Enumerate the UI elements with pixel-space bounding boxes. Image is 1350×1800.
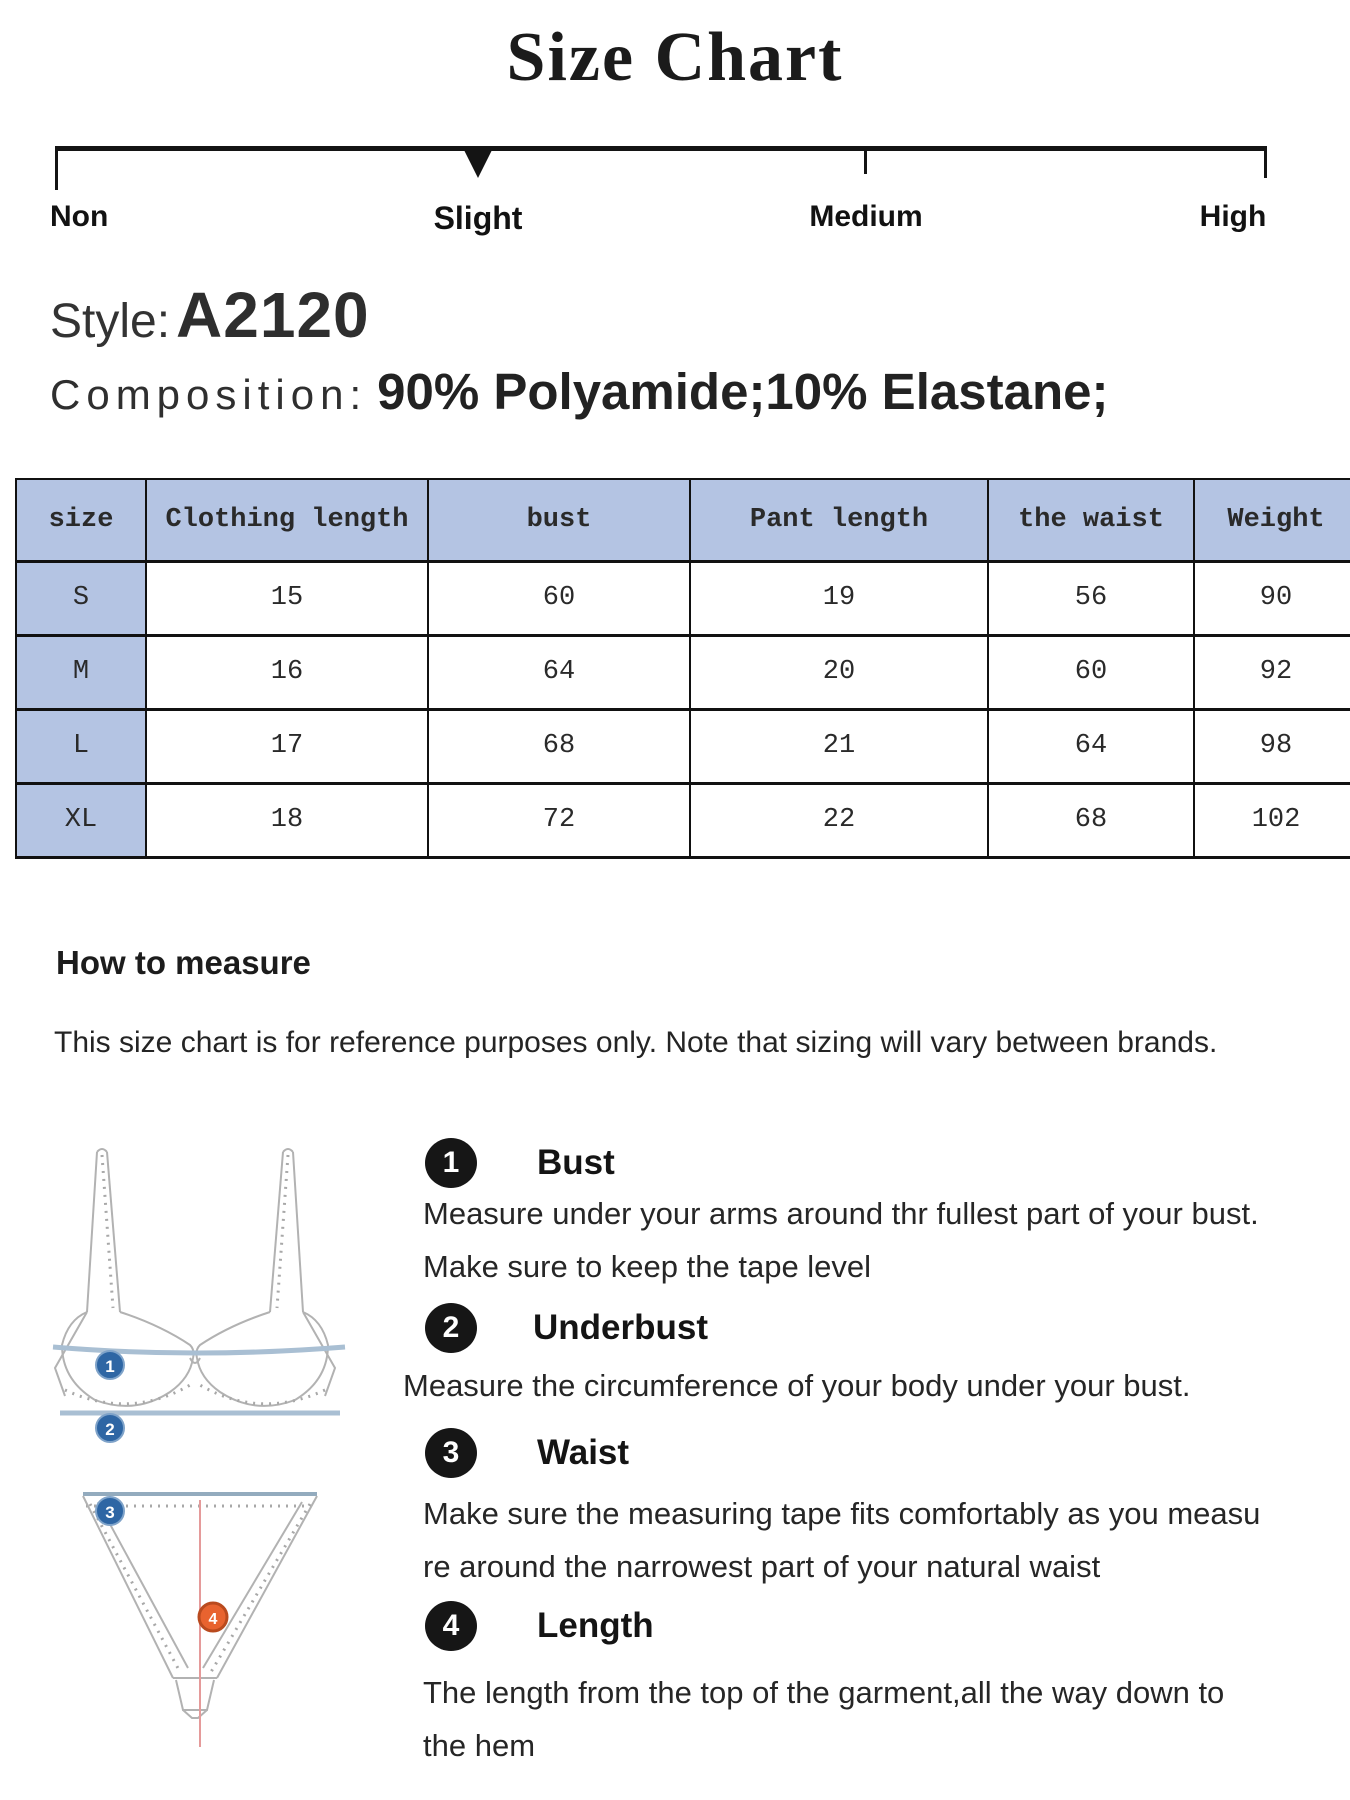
scale-label-high: High <box>1199 200 1267 233</box>
value-cell: 21 <box>690 709 988 783</box>
value-cell: 64 <box>988 709 1194 783</box>
item-text: re around the narrowest part of your natural waist <box>423 1549 1101 1584</box>
item-title-waist: Waist <box>537 1433 630 1472</box>
style-row <box>50 278 370 352</box>
value-cell: 92 <box>1194 635 1350 709</box>
item-title-bust: Bust <box>537 1143 615 1182</box>
col-header-bust: bust <box>428 479 690 561</box>
bra-straps-art <box>87 1149 303 1312</box>
svg-text:3: 3 <box>105 1503 115 1522</box>
col-header-weight: Weight <box>1194 479 1350 561</box>
item-text: Measure under your arms around thr fullest part of your bust. <box>423 1196 1259 1231</box>
page-title: Size Chart <box>506 19 844 96</box>
col-header-clothing-length: Clothing length <box>146 479 428 561</box>
value-cell: 15 <box>146 561 428 635</box>
composition-row <box>50 362 1108 421</box>
value-cell: 60 <box>988 635 1194 709</box>
marker-3-waist <box>96 1497 124 1525</box>
scale-label-slight: Slight <box>433 200 523 236</box>
svg-text:1: 1 <box>105 1357 115 1376</box>
svg-text:4: 4 <box>208 1611 218 1628</box>
marker-4-length <box>199 1603 227 1631</box>
table-row <box>16 709 1350 783</box>
scale-tick-medium <box>864 146 867 174</box>
selected-marker-icon <box>464 150 492 178</box>
item-text: Make sure the measuring tape fits comfortably as you measu <box>423 1496 1261 1531</box>
item-number-badge: 4 <box>425 1601 477 1651</box>
marker-2-underbust <box>96 1414 124 1442</box>
size-cell: XL <box>16 783 146 857</box>
value-cell: 90 <box>1194 561 1350 635</box>
svg-text:2: 2 <box>105 1420 115 1439</box>
scale-line <box>55 146 1267 151</box>
style-value: A2120 <box>176 279 370 351</box>
value-cell: 20 <box>690 635 988 709</box>
value-cell: 60 <box>428 561 690 635</box>
item-title-underbust: Underbust <box>533 1308 708 1347</box>
table-row <box>16 783 1350 857</box>
item-number-badge: 1 <box>425 1138 477 1188</box>
item-number-badge: 3 <box>425 1428 477 1478</box>
item-title-length: Length <box>537 1606 654 1645</box>
col-header-size: size <box>16 479 146 561</box>
scale-label-non: Non <box>50 200 109 233</box>
value-cell: 16 <box>146 635 428 709</box>
value-cell: 17 <box>146 709 428 783</box>
value-cell: 56 <box>988 561 1194 635</box>
style-label: Style: <box>50 295 171 348</box>
scale-tick-right <box>1264 146 1267 178</box>
item-text: The length from the top of the garment,all the way down to <box>423 1675 1225 1710</box>
value-cell: 18 <box>146 783 428 857</box>
size-table-header-row <box>16 479 1350 561</box>
value-cell: 68 <box>428 709 690 783</box>
col-header-pant-length: Pant length <box>690 479 988 561</box>
value-cell: 68 <box>988 783 1194 857</box>
scale-label-medium: Medium <box>809 200 923 233</box>
scale-tick-left <box>55 146 58 190</box>
value-cell: 22 <box>690 783 988 857</box>
value-cell: 19 <box>690 561 988 635</box>
bust-line <box>53 1347 345 1353</box>
value-cell: 102 <box>1194 783 1350 857</box>
how-to-measure-heading: How to measure <box>56 944 311 981</box>
marker-1-bust <box>96 1351 124 1379</box>
size-table <box>15 478 1350 859</box>
col-header-the-waist: the waist <box>988 479 1194 561</box>
composition-value: 90% Polyamide;10% Elastane; <box>377 363 1109 420</box>
value-cell: 72 <box>428 783 690 857</box>
size-cell: L <box>16 709 146 783</box>
size-cell: M <box>16 635 146 709</box>
value-cell: 64 <box>428 635 690 709</box>
table-row <box>16 635 1350 709</box>
size-cell: S <box>16 561 146 635</box>
item-text: the hem <box>423 1728 536 1763</box>
table-row <box>16 561 1350 635</box>
item-number-badge: 2 <box>425 1303 477 1353</box>
item-text: Make sure to keep the tape level <box>423 1249 872 1284</box>
composition-label: Composition: <box>50 371 368 418</box>
item-text: Measure the circumference of your body under your bust. <box>403 1368 1191 1403</box>
value-cell: 98 <box>1194 709 1350 783</box>
measurement-illustration <box>40 1140 350 1790</box>
size-chart-note: This size chart is for reference purposes only. Note that sizing will vary between brands. <box>54 1026 1218 1059</box>
